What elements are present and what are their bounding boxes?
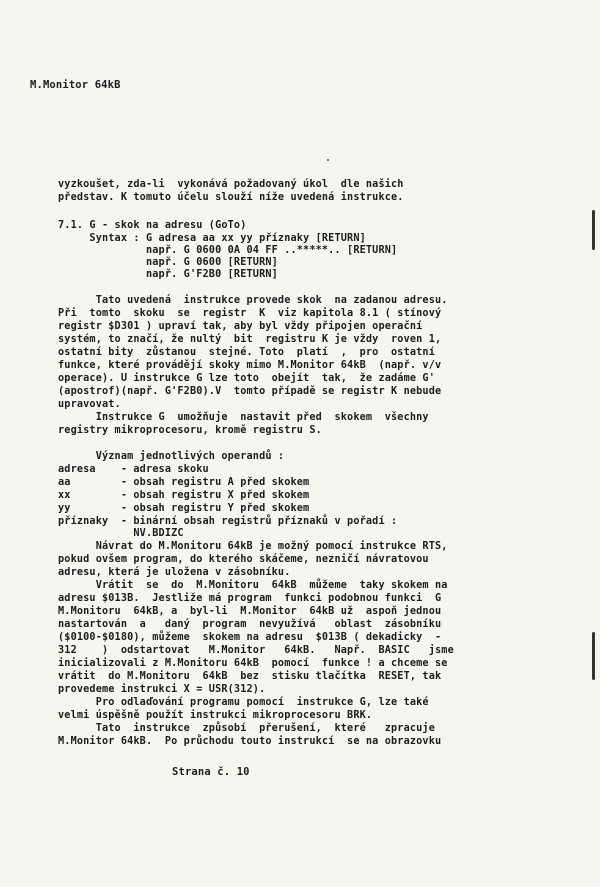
- text-line: adresu, která je uložena v zásobníku.: [58, 567, 291, 578]
- text-line: ($0100-$0180), můžeme skokem na adresu $013B ( dekadicky -: [58, 632, 442, 643]
- operand-row: xx - obsah registru X před skokem: [58, 490, 310, 501]
- page-number: Strana č. 10: [172, 766, 250, 778]
- text-line: systém, to značí, že nultý bit registru K je vždy roven 1,: [58, 334, 442, 345]
- text-line: operace). U instrukce G lze toto obejít tak, že zadáme G': [58, 373, 436, 384]
- operand-row: aa - obsah registru A před skokem: [58, 477, 310, 488]
- syntax-line: Syntax : G adresa aa xx yy příznaky [RETURN]: [58, 233, 366, 244]
- page-header: M.Monitor 64kB: [30, 79, 121, 91]
- text-line: registry mikroprocesoru, kromě registru S.: [58, 425, 322, 436]
- text-line: ostatní bity zůstanou stejné. Toto platí , pro ostatní: [58, 347, 436, 358]
- text-line: Význam jednotlivých operandů :: [58, 451, 285, 462]
- text-line: představ. K tomuto účelu slouží níže uvedená instrukce.: [58, 192, 404, 203]
- text-line: Návrat do M.Monitoru 64kB je možný pomocí instrukce RTS,: [58, 541, 448, 552]
- syntax-example: např. G'F2B0 [RETURN]: [58, 269, 278, 280]
- text-line: Vrátit se do M.Monitoru 64kB můžeme taky skokem na: [58, 580, 448, 591]
- text-line: vrátit do M.Monitoru 64kB bez stisku tlačítka RESET, tak: [58, 671, 442, 682]
- operand-row: yy - obsah registru Y před skokem: [58, 503, 310, 514]
- text-line: Při tomto skoku se registr K viz kapitola 8.1 ( stínový: [58, 308, 442, 319]
- section-heading: 7.1. G - skok na adresu (GoTo): [58, 220, 247, 231]
- text-line: Pro odlaďování programu pomocí instrukce G, lze také: [58, 697, 429, 708]
- speck: [327, 159, 329, 161]
- text-line: upravovat.: [58, 399, 121, 410]
- text-line: registr $D301 ) upraví tak, aby byl vždy připojen operační: [58, 321, 423, 332]
- text-line: vyzkoušet, zda-li vykonává požadovaný úkol dle našich: [58, 179, 404, 190]
- syntax-example: např. G 0600 0A 04 FF ..*****.. [RETURN]: [58, 245, 398, 256]
- text-line: pokud ovšem program, do kterého skáčeme, nezničí návratovou: [58, 554, 429, 565]
- text-line: nastartován a daný program nevyužívá oblast zásobníku: [58, 619, 442, 630]
- text-line: velmi úspěšně použít instrukci mikroprocesoru BRK.: [58, 710, 373, 721]
- text-line: adresu $013B. Jestliže má program funkci podobnou funkci G: [58, 593, 442, 604]
- binder-mark: [592, 210, 595, 250]
- text-line: Instrukce G umožňuje nastavit před skokem všechny: [58, 412, 429, 423]
- text-line: 312 ) odstartovat M.Monitor 64kB. Např. BASIC jsme: [58, 645, 454, 656]
- text-line: funkce, které provádějí skoky mimo M.Monitor 64kB (např. v/v: [58, 360, 442, 371]
- text-line: inicializovali z M.Monitoru 64kB pomocí funkce ! a chceme se: [58, 658, 448, 669]
- text-line: provedeme instrukci X = USR(312).: [58, 684, 266, 695]
- text-line: M.Monitoru 64kB, a byl-li M.Monitor 64kB už aspoň jednou: [58, 606, 442, 617]
- text-line: (apostrof)(např. G'F2B0).V tomto případě se registr K nebude: [58, 386, 442, 397]
- syntax-example: např. G 0600 [RETURN]: [58, 257, 278, 268]
- binder-mark: [592, 632, 595, 680]
- operand-row: příznaky - binární obsah registrů příznaků v pořadí :: [58, 516, 398, 527]
- text-line: M.Monitor 64kB. Po průchodu touto instrukcí se na obrazovku: [58, 736, 442, 747]
- text-line: Tato uvedená instrukce provede skok na zadanou adresu.: [58, 295, 448, 306]
- operand-row: adresa - adresa skoku: [58, 464, 209, 475]
- operand-row: NV.BDIZC: [58, 528, 184, 539]
- text-line: Tato instrukce způsobí přerušení, které zpracuje: [58, 723, 436, 734]
